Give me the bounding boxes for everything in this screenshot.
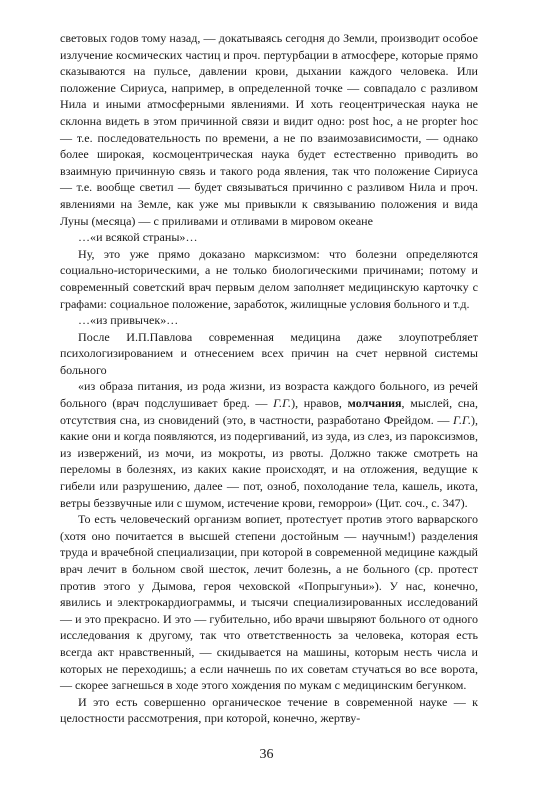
quote-fragment-habits: …«из привычек»… bbox=[78, 313, 179, 328]
quote-text-3: , мыслей, сна, отсутствия сна, из сновидений (это, в частности, разработано Фрейдом. — bbox=[60, 396, 478, 427]
quote-text-4: ), какие они и когда появляются, из подергиваний, из зуда, из слез, из пароксизмов, из извержений, из мочи, из мокроты, из рвоты. Должно также смотреть на переломы в болезнях, из каких какие происходят, и на отложения, ведущие к гибели или разрушению, далее — пот, озноб, похолодание тела, кашель, икота, ветры беззвучные или с шумом, истечение крови, геморрои» (Цит. соч., с. 347). bbox=[60, 412, 478, 510]
quote-hippocrates bbox=[60, 378, 478, 511]
bold-word-silence: молчания bbox=[347, 396, 402, 411]
paragraph-organic-trend: И это есть совершенно органическое течение в современной науке — к целостности рассмотрения, при которой, конечно, жертву- bbox=[60, 694, 478, 726]
page-body bbox=[60, 30, 478, 727]
page-number: 36 bbox=[259, 747, 274, 762]
quote-text-1: «из образа питания, из рода жизни, из возраста каждого больного, из речей больного (врач подслушивает бред. — bbox=[60, 379, 478, 411]
paragraph-continuation: световых годов тому назад, — докатываясь сегодня до Земли, производит особое излучение космических частиц и проч. пертурбации в атмосфере, которые прямо сказываются на пульсе, давлении крови, дыхании каждого человека. Или положение Сириуса, например, в определенной точке — совпадало с разливом Нила и иными атмосферными явлениями. И хоть геоцентрическая наука не склонна видеть в этом причинной связи и видит одно: post hoc, а не propter hoc — т.е. последовательность по времени, а не по взаимозависимости, — однако более широкая, космоцентрическая наука будет естественно приводить во взаимную причинную связь и такого рода явления, так что положение Сириуса — т.е. вообще светил — будет связываться причинно с разливом Нила и проч. явлениями на Земле, как уже мы привыкли к связыванию положения и вида Луны (месяца) — с приливами и отливами в мировом океане bbox=[60, 31, 478, 228]
quote-fragment-country: …«и всякой страны»… bbox=[78, 230, 198, 245]
quote-text-2: ), нравов, bbox=[291, 396, 348, 411]
paragraph-organism: То есть человеческий организм вопиет, протестует против этого варварского (хотя оно почитается в высшей степени достойным — научным!) разделения труда и врачебной специализации, при которой в современной медицине каждый врач лечит в больном свой шесток, лечит болезнь, а не больного (ср. протест против этого у Дымова, героя чеховской «Попрыгуньи»). У нас, конечно, явились и электрокардиограммы, и тысячи специализированных исследований — и это прекрасно. И это — губительно, ибо врачи швыряют больного от одного исследования к другому, так что ответственность за человека, которая есть всегда акт нравственный, — скидывается на машины, которым несть числа и которых не переходишь; а если начнешь по их советам стучаться во все ворота, — скорее загнешься в ходе этого хождения по мукам с медицинским бегунком. bbox=[60, 512, 478, 693]
paragraph-marxism: Ну, это уже прямо доказано марксизмом: что болезни определяются социально-историческими, а не только биологическими причинами; потому и современный советский врач первым делом заполняет медицинскую карточку с графами: социальное положение, заработок, жилищные условия больного и т.д. bbox=[60, 246, 478, 311]
author-initials-2: Г.Г. bbox=[453, 412, 471, 427]
author-initials-1: Г.Г. bbox=[273, 396, 292, 411]
paragraph-pavlov: После И.П.Павлова современная медицина даже злоупотребляет психологизированием и отнесением всех причин на счет нервной системы больного bbox=[60, 329, 478, 377]
